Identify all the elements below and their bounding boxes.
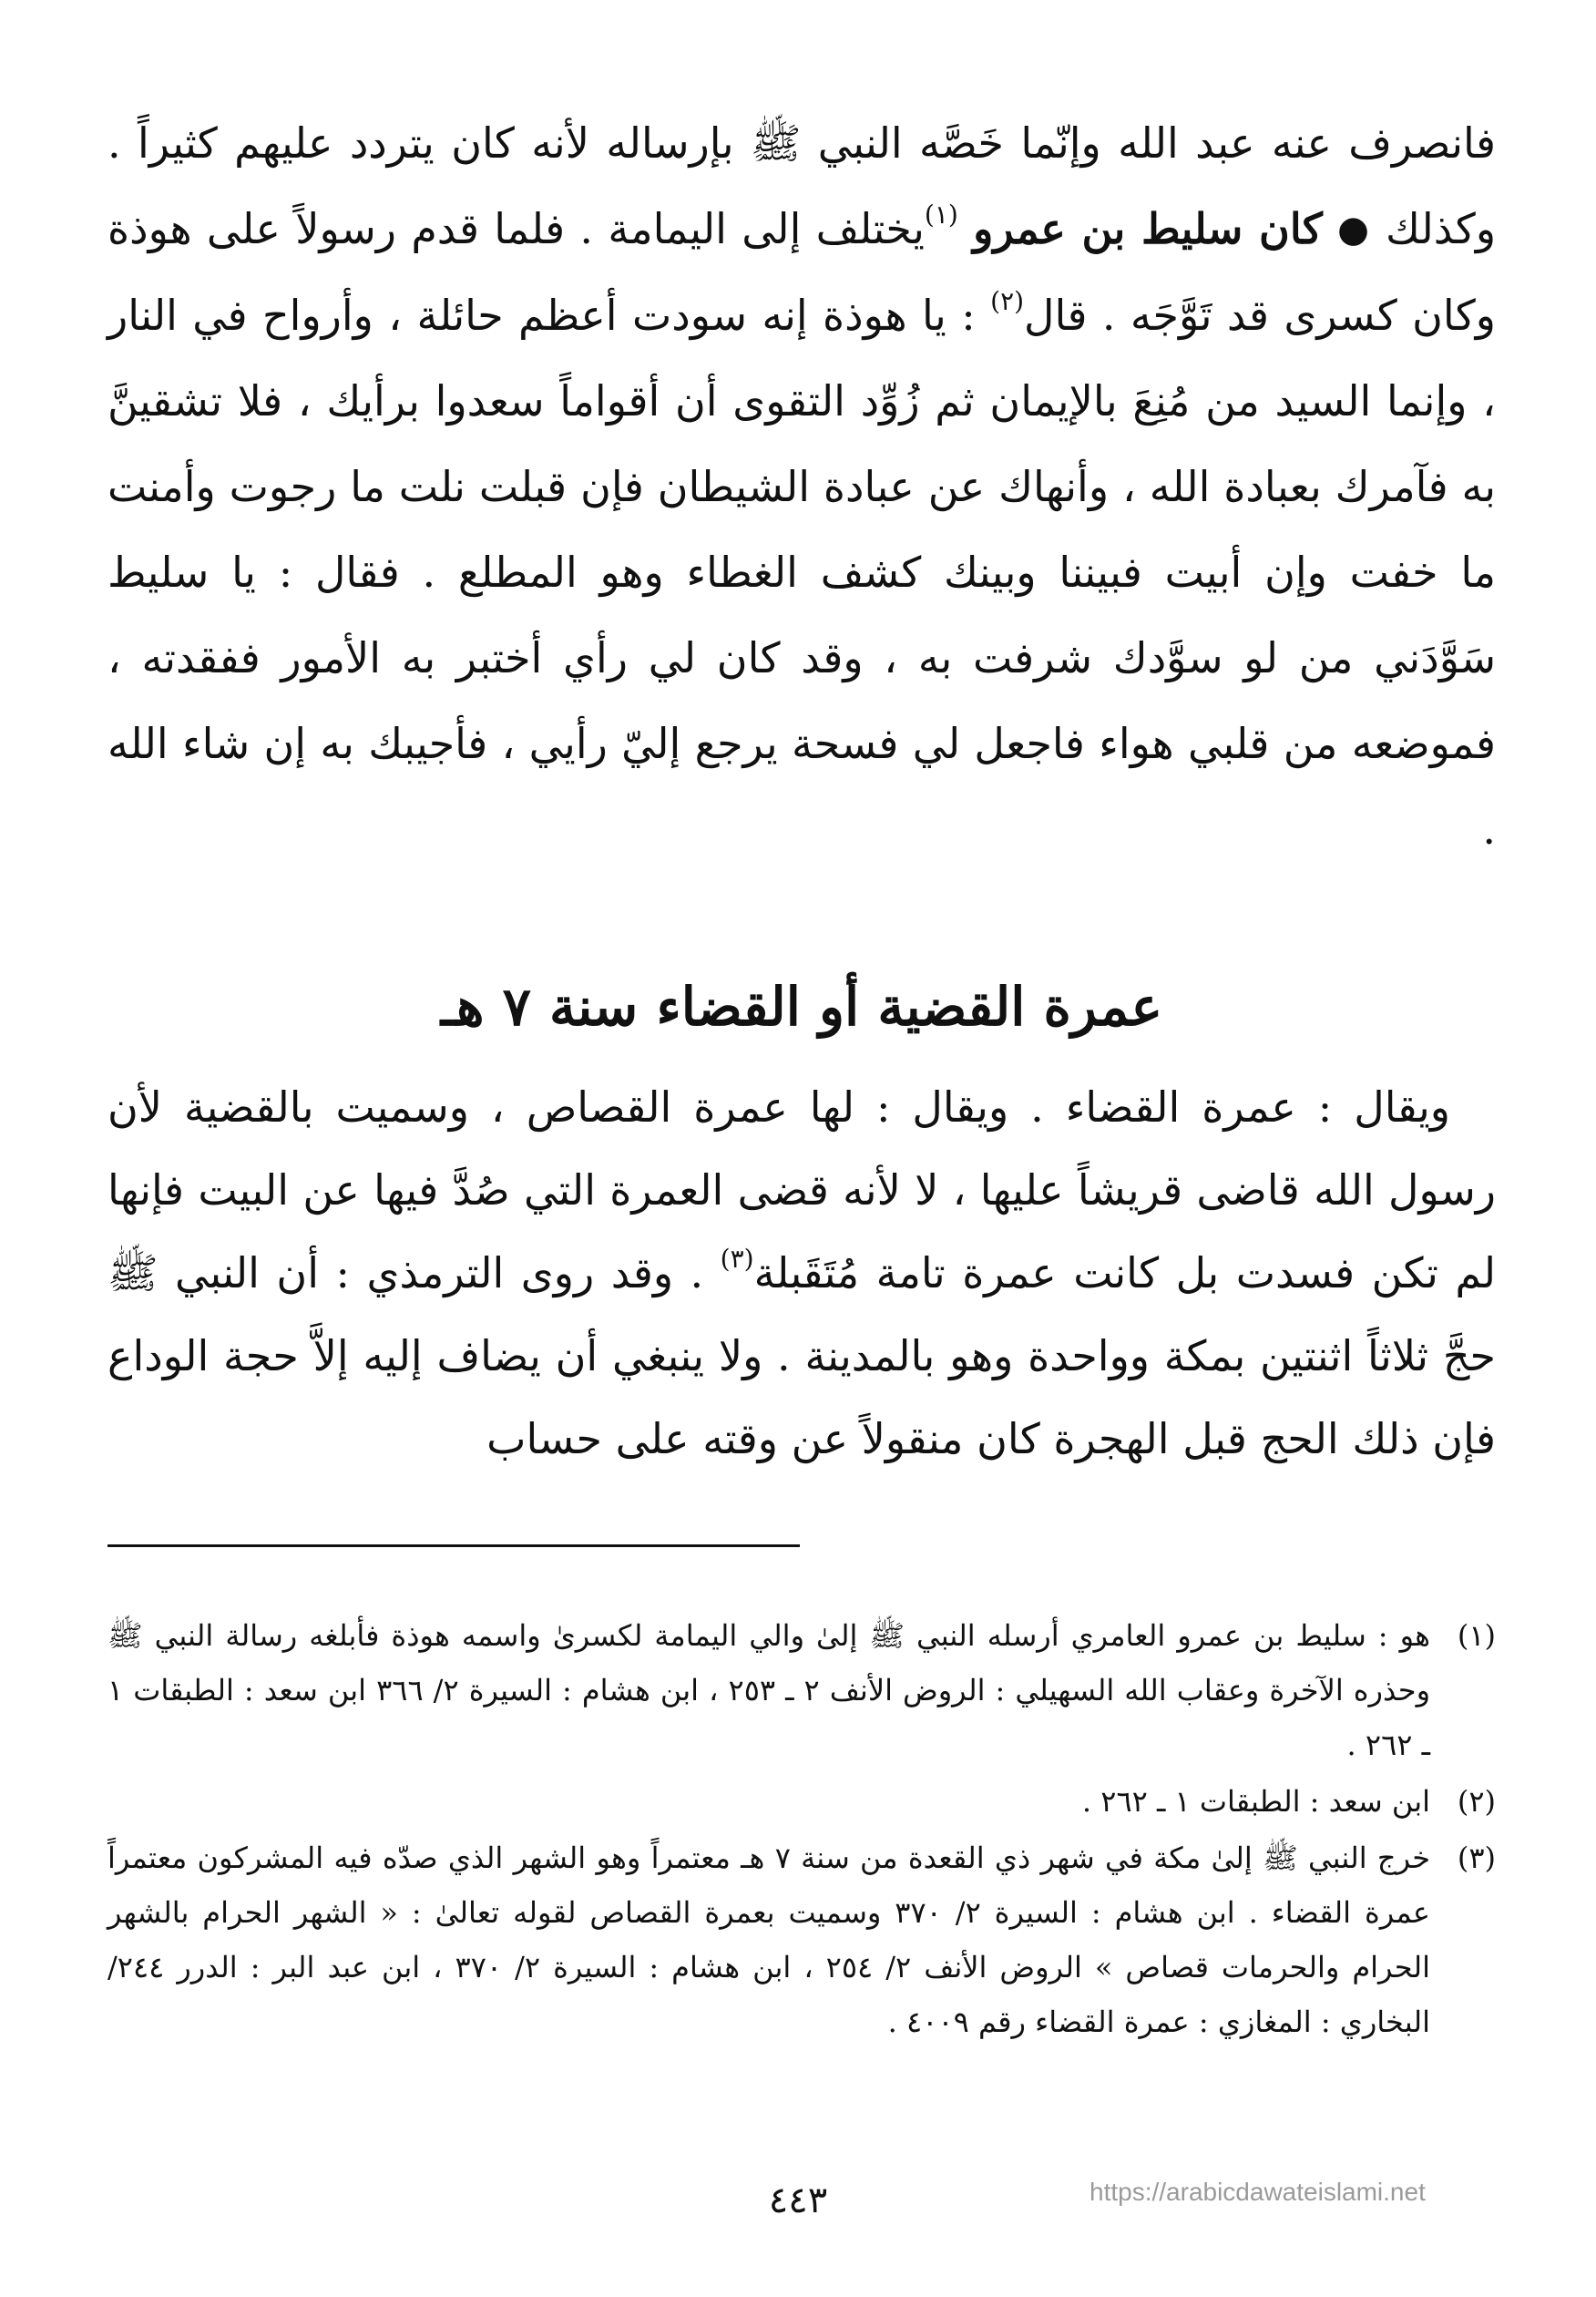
footnote-number: (٢)	[1457, 1784, 1496, 1819]
paragraph-text	[107, 1066, 1496, 1481]
footnote-number: (١)	[1457, 1618, 1496, 1653]
section-heading: عمرة القضية أو القضاء سنة ٧ هـ	[440, 976, 1163, 1038]
footnote-text: هو : سليط بن عمرو العامري أرسله النبي ﷺ إلىٰ والي اليمامة لكسرىٰ واسمه هوذة فأبلغه رسالة النبي ﷺ وحذره الآخرة وعقاب الله السهيلي : الروض الأنف ٢ ـ ٢٥٣ ، ابن هشام : السيرة ٢/ ٣٦٦ ابن سعد : الطبقات ١ ـ ٢٦٢ .	[107, 1618, 1431, 1762]
text-run: . وقد روى الترمذي : أن النبي ﷺ حجَّ ثلاثاً اثنتين بمكة وواحدة وهو بالمدينة . ولا ينبغي أن يضاف إليه إلاَّ حجة الوداع فإن ذلك الحج قبل الهجرة كان منقولاً عن وقته على حساب	[107, 1248, 1496, 1463]
footnote-ref-2: (٢)	[990, 286, 1025, 316]
footnote-text: ابن سعد : الطبقات ١ ـ ٢٦٢ .	[1081, 1784, 1430, 1819]
text-run: يختلف إلى اليمامة . فلما قدم رسولاً على هوذة وكان كسرى قد تَوَّجَه . قال	[107, 204, 1497, 340]
bullet-icon: ●	[1337, 209, 1371, 251]
footnote-text: خرج النبي ﷺ إلىٰ مكة في شهر ذي القعدة من سنة ٧ هـ معتمراً وهو الشهر الذي صدّه فيه المشركون معتمراً عمرة القضاء . ابن هشام : السيرة ٢/ ٣٧٠ وسميت بعمرة القصاص لقوله تعالىٰ : « الشهر الحرام بالشهر الحرام والحرمات قصاص » الروض الأنف ٢/ ٢٥٤ ، ابن هشام : السيرة ٢/ ٣٧٠ ، ابن عبد البر : الدرر ٢٤٤/ البخاري : المغازي : عمرة القضاء رقم ٤٠٠٩ .	[107, 1841, 1431, 2039]
footnote-item	[107, 1830, 1496, 2049]
paragraph-text	[107, 100, 1496, 872]
section-paragraph	[107, 1066, 1496, 1481]
bold-name: كان سليط بن عمرو	[973, 204, 1323, 253]
footnotes	[107, 1608, 1496, 2051]
text-run: : يا هوذة إنه سودت أعظم حائلة ، وأرواح في النار ، وإنما السيد من مُنِعَ بالإيمان ثم زُوِّد التقوى أن أقواماً سعدوا برأيك ، فلا تشقينَّ به فآمرك بعبادة الله ، وأنهاك عن عبادة الشيطان فإن قبلت نلت ما رجوت وأمنت ما خفت وإن أبيت فبيننا وبينك كشف الغطاء وهو المطلع . فقال : يا سليط سَوَّدَني من لو سوَّدك شرفت به ، وقد كان لي رأي أختبر به الأمور ففقدته ، فموضعه من قلبي هواء فاجعل لي فسحة يرجع إليّ رأيي ، فأجيبك به إن شاء الله .	[107, 291, 1496, 854]
top-paragraph	[107, 100, 1496, 872]
text-run: فانصرف عنه عبد الله وإنّما خَصَّه النبي ﷺ بإرساله لأنه كان يتردد عليهم كثيراً . وكذلك	[107, 118, 1497, 253]
footnote-ref-1: (١)	[924, 200, 958, 230]
footnote-item	[107, 1608, 1496, 1772]
page-number: ٤٤٣	[768, 2179, 828, 2221]
footnote-divider	[107, 1544, 800, 1547]
footnote-item	[107, 1774, 1496, 1829]
text-run: ويقال : عمرة القضاء . ويقال : لها عمرة القصاص ، وسميت بالقضية لأن رسول الله قاضى قريشاً عليها ، لا لأنه قضى العمرة التي صُدَّ فيها عن البيت فإنها لم تكن فسدت بل كانت عمرة تامة مُتَقَبلة	[107, 1082, 1496, 1297]
footnote-ref-3: (٣)	[720, 1244, 754, 1274]
footnote-number: (٣)	[1457, 1841, 1496, 1875]
watermark-url: https://arabicdawateislami.net	[1090, 2178, 1426, 2206]
